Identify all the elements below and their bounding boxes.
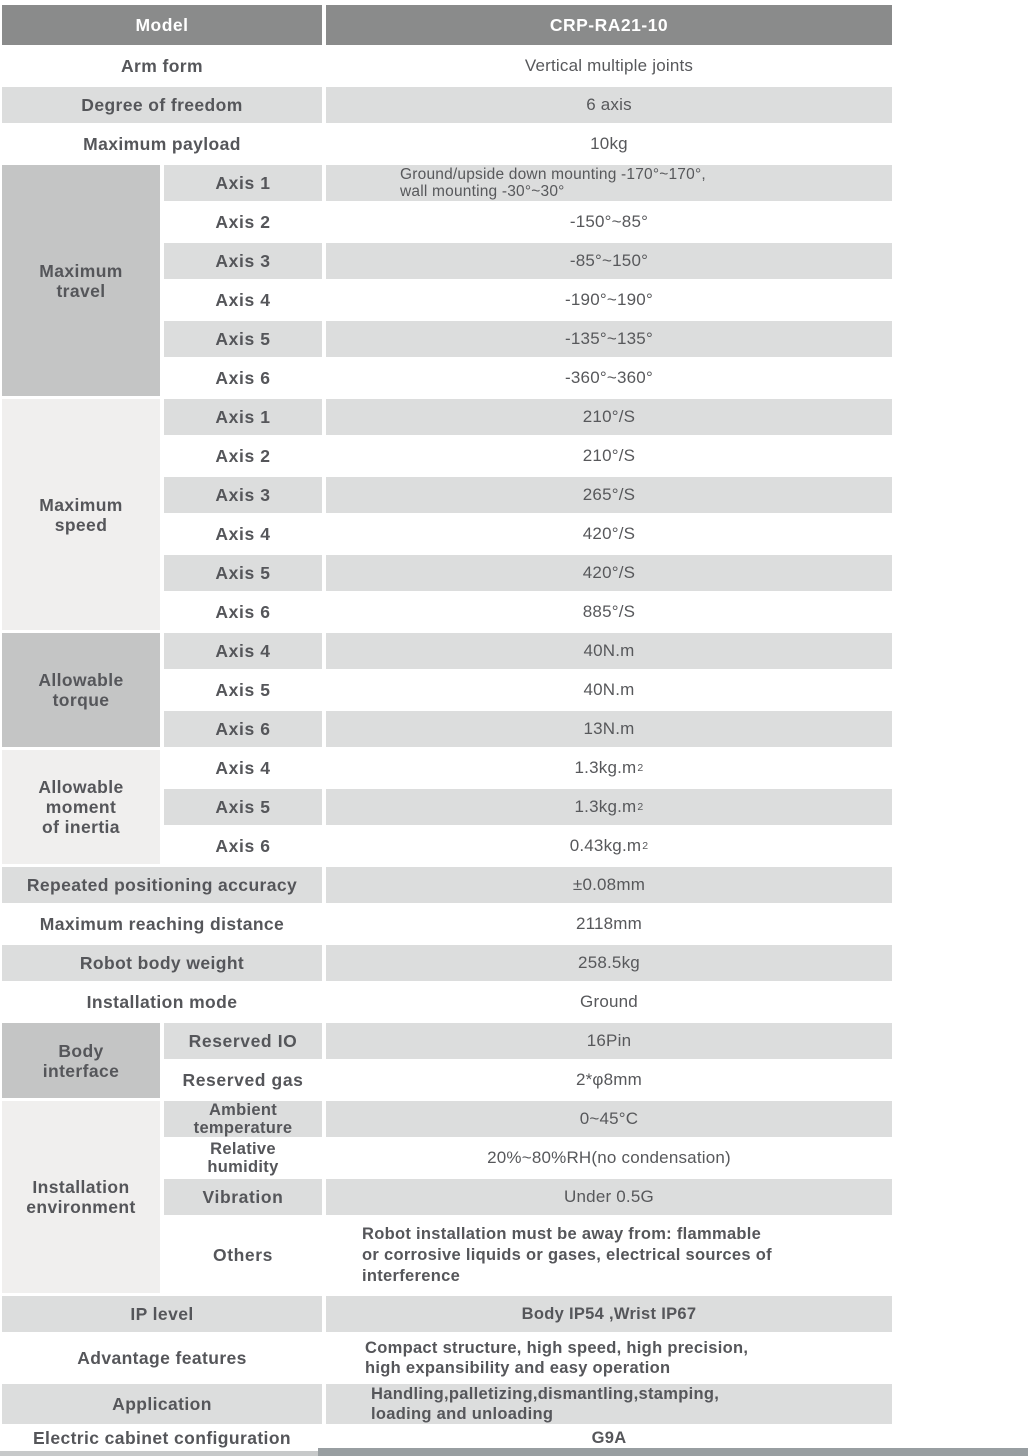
row-value [326,1335,892,1381]
axis-value: 1.3kg.m 2 [326,750,892,786]
group-label-line: Installation [32,1177,130,1197]
axis-value: -135°~135° [326,321,892,357]
axis-value: Under 0.5G [326,1179,892,1215]
axis-value: 210°/S [326,399,892,435]
axis-value: -85°~150° [326,243,892,279]
value-line: Handling,palletizing,dismantling,stamping, [371,1385,720,1403]
axis-value: 1.3kg.m 2 [326,789,892,825]
row-degree-of-freedom [2,87,892,123]
row-value: Ground [326,984,892,1020]
group-label-line: Maximum [39,260,123,281]
group-maximum-travel [2,165,892,396]
header-row [2,5,892,45]
axis-label [164,1140,322,1176]
row-value: 10kg [326,126,892,162]
axis-row [164,243,892,279]
axis-label: Axis 4 [164,750,322,786]
row-value [326,1384,892,1424]
axis-label: Axis 1 [164,399,322,435]
axis-row [164,594,892,630]
group-label-line: speed [54,514,108,535]
axis-label: Axis 2 [164,204,322,240]
axis-value: 16Pin [326,1023,892,1059]
axis-value: 420°/S [326,516,892,552]
group-body-interface [2,1023,892,1098]
axis-label-line: humidity [207,1158,279,1176]
axis-label: Axis 6 [164,360,322,396]
group-installation-environment [2,1101,892,1293]
axis-value: -150°~85° [326,204,892,240]
group-label [2,399,160,630]
axis-row [164,477,892,513]
axis-value [326,165,892,201]
row-advantage-features [2,1335,892,1381]
row-label: Application [2,1384,322,1424]
axis-value: -360°~360° [326,360,892,396]
model-header-cell: Model [2,5,322,45]
value-text: 1.3kg.m [574,758,637,777]
axis-label: Axis 5 [164,321,322,357]
row-label: Arm form [2,48,322,84]
axis-row [164,789,892,825]
axis-row [164,1062,892,1098]
group-rows [164,1023,892,1098]
axis-label: Axis 5 [164,555,322,591]
group-label [2,1023,160,1098]
row-ip-level [2,1296,892,1332]
row-robot-body-weight [2,945,892,981]
axis-label [164,1101,322,1137]
axis-label: Axis 4 [164,516,322,552]
group-maximum-speed [2,399,892,630]
group-label-line: moment [45,797,117,817]
axis-row [164,555,892,591]
axis-label: Axis 4 [164,633,322,669]
axis-row [164,1218,892,1293]
axis-row [164,672,892,708]
row-repeated-positioning-accuracy [2,867,892,903]
row-arm-form [2,48,892,84]
group-label-line: torque [52,690,110,710]
axis-label-line: temperature [193,1119,293,1137]
axis-value: 40N.m [326,672,892,708]
axis-label: Axis 6 [164,594,322,630]
group-label-line: Allowable [38,670,124,690]
value-line: high expansibility and easy operation [365,1359,671,1377]
group-label-line: interface [42,1060,120,1081]
value-line: wall mounting -30°~30° [400,183,565,200]
axis-row [164,1140,892,1176]
row-label: IP level [2,1296,322,1332]
row-label: Repeated positioning accuracy [2,867,322,903]
axis-label-line: Ambient [208,1101,278,1119]
axis-label: Axis 1 [164,165,322,201]
group-label [2,750,160,864]
group-rows [164,633,892,747]
axis-row [164,360,892,396]
row-maximum-reaching-distance [2,906,892,942]
value-line: loading and unloading [371,1405,554,1423]
axis-value: 265°/S [326,477,892,513]
row-label: Maximum reaching distance [2,906,322,942]
axis-value: 2*φ8mm [326,1062,892,1098]
group-rows [164,165,892,396]
axis-label-line: Relative [210,1140,276,1158]
axis-row [164,750,892,786]
axis-row [164,321,892,357]
axis-row [164,165,892,201]
group-label-line: environment [26,1197,136,1217]
group-label-line: Allowable [38,777,124,797]
row-value: 2118mm [326,906,892,942]
row-value: G9A [326,1427,892,1449]
axis-label: Others [164,1218,322,1293]
value-line: interference [362,1267,461,1285]
axis-value: 210°/S [326,438,892,474]
value-line: Ground/upside down mounting -170°~170°, [400,165,706,183]
axis-label: Axis 5 [164,672,322,708]
axis-row [164,1023,892,1059]
axis-row [164,828,892,864]
axis-label: Axis 4 [164,282,322,318]
axis-row [164,438,892,474]
row-label: Degree of freedom [2,87,322,123]
group-label [2,165,160,396]
row-value: 6 axis [326,87,892,123]
group-label-line: travel [56,280,106,301]
axis-value: 20%~80%RH(no condensation) [326,1140,892,1176]
axis-row [164,1101,892,1137]
axis-value: 0.43kg.m 2 [326,828,892,864]
group-label [2,633,160,747]
page-edge-left [0,1451,318,1456]
axis-label: Axis 6 [164,711,322,747]
value-text: 0.43kg.m [569,836,642,855]
row-label: Electric cabinet configuration [2,1427,322,1449]
row-value: 258.5kg [326,945,892,981]
group-label-line: of inertia [42,817,120,837]
row-label: Installation mode [2,984,322,1020]
axis-row [164,633,892,669]
axis-label: Reserved gas [164,1062,322,1098]
axis-value: 13N.m [326,711,892,747]
row-label: Advantage features [2,1335,322,1381]
row-installation-mode [2,984,892,1020]
row-maximum-payload [2,126,892,162]
group-rows [164,1101,892,1293]
axis-label: Axis 2 [164,438,322,474]
value-text: 1.3kg.m [574,797,637,816]
axis-value: 40N.m [326,633,892,669]
axis-row [164,399,892,435]
axis-row [164,1179,892,1215]
group-label-line: Maximum [39,494,123,515]
axis-row [164,711,892,747]
group-rows [164,399,892,630]
axis-label: Reserved IO [164,1023,322,1059]
row-application [2,1384,892,1424]
group-allowable-moment-of-inertia [2,750,892,864]
axis-row [164,516,892,552]
value-line: Compact structure, high speed, high precision, [365,1339,749,1357]
value-line: or corrosive liquids or gases, electrical sources of [362,1246,772,1264]
axis-label: Axis 3 [164,477,322,513]
row-value: Vertical multiple joints [326,48,892,84]
axis-value [326,1218,892,1293]
axis-label: Axis 5 [164,789,322,825]
group-label-line: Body [58,1040,104,1061]
group-rows [164,750,892,864]
model-value-cell: CRP-RA21-10 [326,5,892,45]
axis-value: -190°~190° [326,282,892,318]
row-label: Robot body weight [2,945,322,981]
row-label: Maximum payload [2,126,322,162]
axis-label: Axis 3 [164,243,322,279]
axis-row [164,204,892,240]
group-allowable-torque [2,633,892,747]
axis-value: 420°/S [326,555,892,591]
group-label [2,1101,160,1293]
row-value: ±0.08mm [326,867,892,903]
row-value: Body IP54 ,Wrist IP67 [326,1296,892,1332]
axis-value: 885°/S [326,594,892,630]
page-edge-right [318,1448,1028,1456]
row-electric-cabinet-configuration [2,1427,892,1449]
axis-label: Axis 6 [164,828,322,864]
axis-row [164,282,892,318]
value-line: Robot installation must be away from: flammable [362,1225,762,1243]
axis-value: 0~45°C [326,1101,892,1137]
axis-label: Vibration [164,1179,322,1215]
page-edge-bar [0,1448,1028,1456]
